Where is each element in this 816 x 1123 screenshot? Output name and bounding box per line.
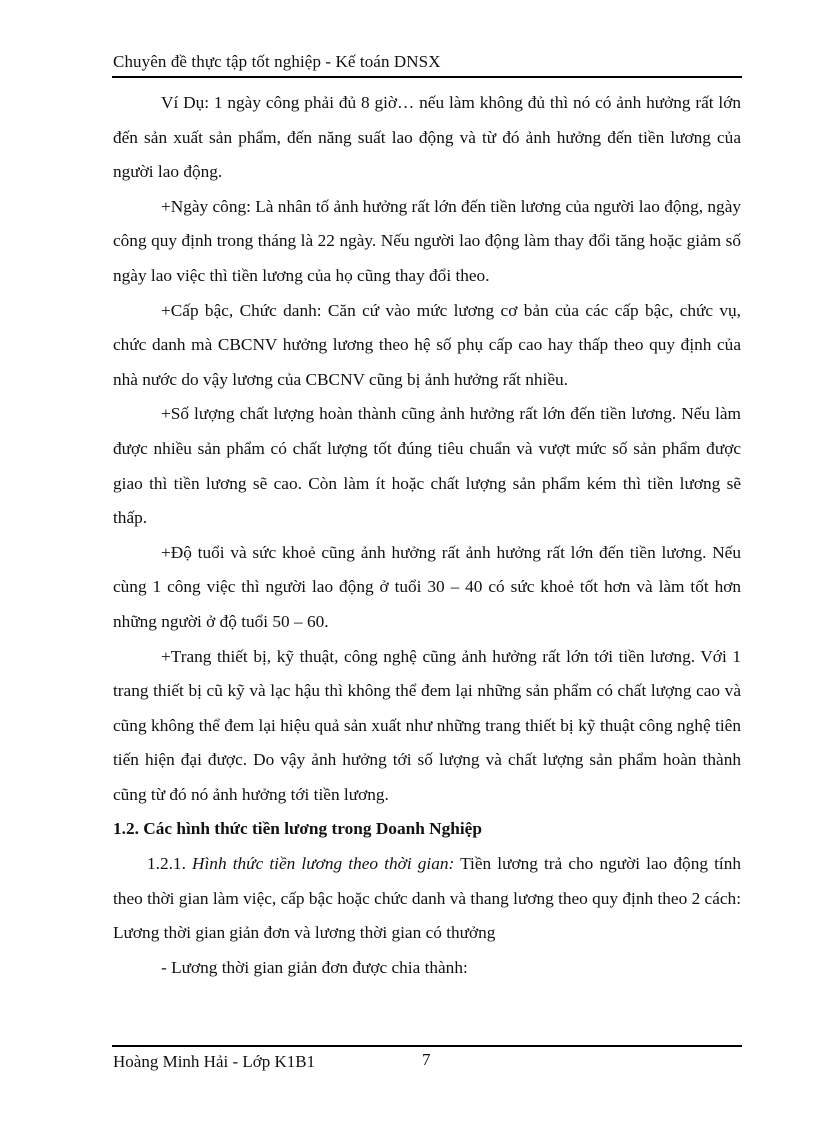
- paragraph-simple-time-wage: - Lương thời gian giản đơn được chia thành:: [161, 957, 468, 977]
- footer-divider: [112, 1045, 742, 1047]
- footer-author: Hoàng Minh Hải - Lớp K1B1: [113, 1052, 316, 1071]
- subsection-title: Hình thức tiền lương theo thời gian:: [192, 854, 455, 874]
- header-divider: [112, 76, 742, 78]
- paragraph-example: Ví Dụ: 1 ngày công phải đủ 8 giờ… nếu làm không đủ thì nó có ảnh hưởng rất lớn đến sản xuất sản phẩm, đến năng suất lao động và từ đó ảnh hưởng đến tiền lương của người lao động.: [113, 93, 741, 182]
- paragraph-working-days: +Ngày công: Là nhân tố ảnh hưởng rất lớn đến tiền lương của người lao động, ngày công quy định trong tháng là 22 ngày. Nếu người lao động làm thay đổi tăng hoặc giảm số ngày lao việc thì tiền lương của họ cũng thay đổi theo.: [113, 196, 741, 285]
- subsection-text: Tiền lương trả cho người lao động tính theo thời gian làm việc, cấp bậc hoặc chức danh và thang lương theo quy định theo 2 cách: Lương thời gian giản đơn và lương thời gian có thưởng: [113, 854, 741, 943]
- paragraph-quantity-quality: +Số lượng chất lượng hoàn thành cũng ảnh hưởng rất lớn đến tiền lương. Nếu làm được nhiều sản phẩm có chất lượng tốt đúng tiêu chuẩn và vượt mức số sản phẩm được giao thì tiền lương sẽ cao. Còn làm ít hoặc chất lượng sản phẩm kém thì tiền lương sẽ thấp.: [113, 404, 741, 528]
- paragraph-rank-title: +Cấp bậc, Chức danh: Căn cứ vào mức lương cơ bản của các cấp bậc, chức vụ, chức danh mà CBCNV hưởng lương theo hệ số phụ cấp cao hay thấp theo quy định của nhà nước do vậy lương của CBCNV cũng bị ảnh hưởng rất nhiều.: [113, 300, 741, 389]
- document-body: [113, 86, 741, 985]
- paragraph-time-based-wage: [113, 847, 741, 951]
- subsection-number: 1.2.1.: [147, 854, 193, 874]
- page-number: 7: [422, 1050, 431, 1069]
- section-heading: 1.2. Các hình thức tiền lương trong Doanh Nghiệp: [113, 819, 482, 839]
- paragraph-equipment: +Trang thiết bị, kỹ thuật, công nghệ cũng ảnh hưởng rất lớn tới tiền lương. Với 1 trang thiết bị cũ kỹ và lạc hậu thì không thể đem lại những sản phẩm có chất lượng cao và cũng không thể đem lại hiệu quả sản xuất như những trang thiết bị kỹ thuật công nghệ tiên tiến hiện đại được. Do vậy ảnh hưởng tới số lượng và chất lượng sản phẩm hoàn thành cũng từ đó nó ảnh hưởng tới tiền lương.: [113, 646, 741, 804]
- paragraph-age-health: +Độ tuổi và sức khoẻ cũng ảnh hưởng rất ảnh hưởng rất lớn đến tiền lương. Nếu cùng 1 công việc thì người lao động ở tuổi 30 – 40 có sức khoẻ tốt hơn và làm tốt hơn những người ở độ tuổi 50 – 60.: [113, 542, 741, 631]
- page-header-title: Chuyên đề thực tập tốt nghiệp - Kế toán DNSX: [113, 52, 441, 71]
